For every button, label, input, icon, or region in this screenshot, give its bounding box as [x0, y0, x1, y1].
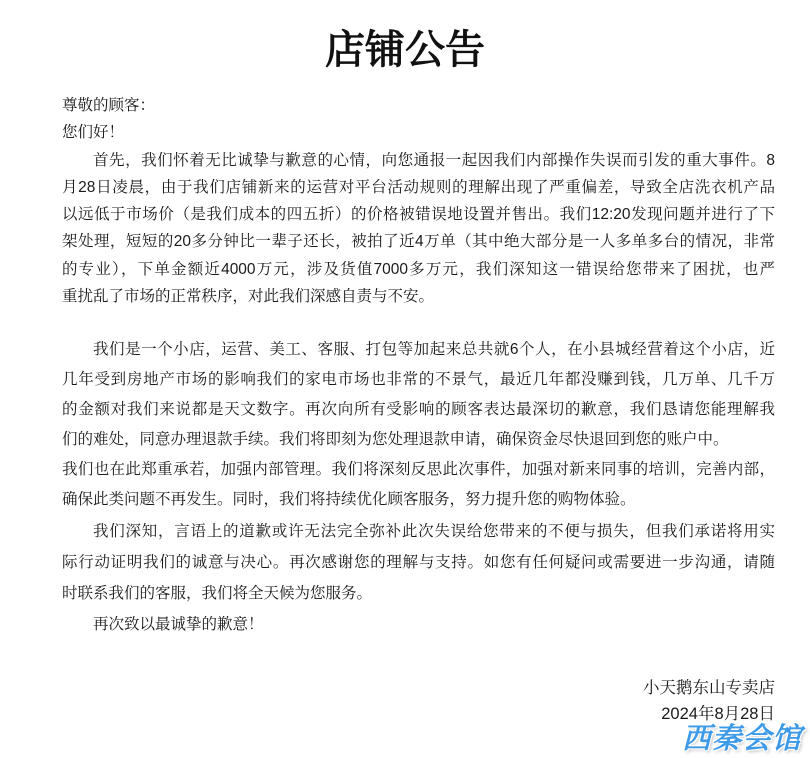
paragraph-incident — [62, 147, 775, 311]
paragraph-shop-situation — [62, 335, 775, 455]
paragraph-line: 月28日凌晨，由于我们店铺新来的运营对平台活动规则的理解出现了严重偏差，导致全店洗衣机产品 — [62, 178, 775, 196]
letter-ending — [62, 516, 775, 640]
paragraph-line: 首先，我们怀着无比诚挚与歉意的心情，向您通报一起因我们内部操作失误而引发的重大事件。8 — [93, 151, 775, 169]
salutation: 您们好！ — [62, 124, 125, 142]
greeting: 尊敬的顾客： — [62, 97, 156, 114]
paragraph-line: 确保此类问题不再发生。同时，我们将持续优化顾客服务，努力提升您的购物体验。 — [62, 491, 636, 508]
letter-middle — [62, 335, 775, 515]
paragraph-line: 架处理，短短的20多分钟比一辈子还长，被拍了近4万单（其中绝大部分是一人多单多台的情况，非常 — [62, 233, 775, 251]
signature-date: 2024年8月28日 — [661, 705, 775, 723]
paragraph-line: 际行动证明我们的诚意与决心。再次感谢您的理解与支持。如您有任何疑问或需要进一步沟通，请随 — [62, 554, 775, 571]
paragraph-line: 的金额对我们来说都是天文数字。再次向所有受影响的顾客表达最深切的歉意，我们恳请您能理解我 — [62, 401, 775, 418]
closing-line: 再次致以最诚挚的歉意！ — [93, 616, 264, 633]
letter-opening — [62, 92, 775, 310]
watermark-logo: 西秦会馆 — [681, 723, 802, 755]
paragraph-line: 我们也在此郑重承若，加强内部管理。我们将深刻反思此次事件，加强对新来同事的培训，完善内部， — [62, 461, 775, 478]
paragraph-line: 重扰乱了市场的正常秩序，对此我们深感自责与不安。 — [62, 288, 435, 306]
paragraph-line: 我们深知，言语上的道歉或许无法完全弥补此次失误给您带来的不便与损失，但我们承诺将用实 — [93, 523, 775, 540]
paragraph-commitment — [62, 455, 775, 515]
paragraph-line: 我们是一个小店，运营、美工、客服、打包等加起来总共就6个人，在小县城经营着这个小店，近 — [93, 341, 775, 358]
signature-block — [643, 675, 775, 727]
paragraph-line: 时联系我们的客服，我们将全天候为您服务。 — [62, 585, 373, 602]
paragraph-line: 以远低于市场价（是我们成本的四五折）的价格被错误地设置并售出。我们12:20发现问题并进行了下 — [62, 206, 775, 224]
paragraph-apology — [62, 516, 775, 609]
signature-store-name: 小天鹅东山专卖店 — [643, 679, 775, 697]
paragraph-line: 们的难处，同意办理退款手续。我们将即刻为您处理退款申请，确保资金尽快退回到您的账户中。 — [62, 431, 729, 448]
page-title: 店铺公告 — [325, 28, 485, 72]
paragraph-line: 的专业），下单金额近4000万元，涉及货值7000多万元，我们深知这一错误给您带来了困扰，也严 — [62, 260, 775, 278]
paragraph-line: 几年受到房地产市场的影响我们的家电市场也非常的不景气，最近几年都没赚到钱，几万单、几千万 — [62, 371, 775, 388]
